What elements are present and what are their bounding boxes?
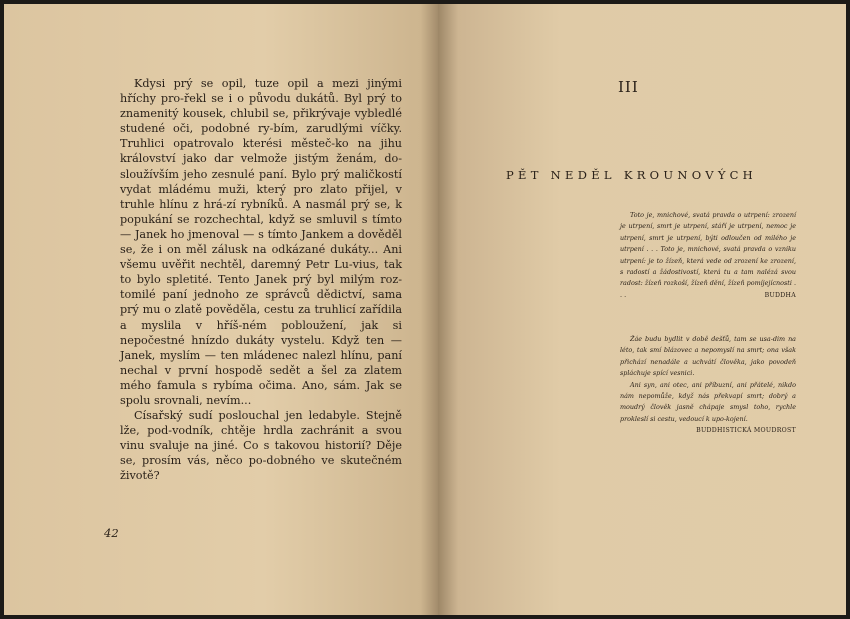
page-number: 42: [104, 526, 119, 540]
motto-buddha-text: Toto je, mnichové, svatá pravda o utrpení: zrození je utrpení, smrt je utrpení, stáří je utrpení, nemoc je utrpení, smrt je utrpení, býti odloučen od milého je utrpení . . . Toto je, mnichové, svatá pravda o vzniku utrpení: je to žízeň, která vede od zrození ke zrození, s radostí a žádostivostí, která tu a tam nalézá svou radost: žízeň rozkoší, žízeň dění, žízeň pomíjejícnosti . . .: [620, 211, 796, 299]
right-page: [438, 4, 846, 615]
motto-wisdom-attribution: BUDDHISTICKÁ MOUDROST: [696, 427, 796, 435]
motto-buddha: [620, 210, 796, 301]
body-text: [120, 76, 402, 484]
chapter-number: III: [618, 78, 639, 96]
motto-wisdom-paragraph-1: Žáe budu bydlit v době dešťů, tam se usa-dim na léto, tak smí blázovec a nepomyslí na smrt; ona však přichází nenadále a uchvátí člověka, jako povodeň spláchuje spící vesnici.: [620, 335, 796, 378]
left-page: [4, 4, 438, 615]
paragraph-1: Kdysi prý se opil, tuze opil a mezi jinými hříchy pro-řekl se i o původu dukátů. Byl prý to znamenitý kousek, chlubil se, přikrývaje vybledlé studené oči, podobné ry-bím, zarudlými víčky. Truhlici opatrovalo kterési městeč-ko na jihu království jako dar velmože jistým ženám, do-sloužívším jeho zesnulé paní. Bylo prý maličkostí vydat mládému muži, který pro zlato přijel, v truhle hlínu z hrá-zí rybníků. A nasmál prý se, k popukání se rozchechtal, když se smluvil s tímto — Janek ho jmenoval — s tímto Jankem a dověděl se, že i on měl zálusk na odkázané dukáty... Ani všemu uvěřit nechtěl, daremný Petr Lu-vius, tak to bylo spletité. Tento Janek prý byl milým roz-tomilé paní jednoho ze správců dědictví, sama prý mu o zlatě pověděla, cestu za truhlicí zařídila a myslila v hříš-ném pobloužení, jak si nepočestné hnízdo dukáty vystelu. Když ten — Janek, myslím — ten mládenec nalezl hlínu, paní nechal v první hospodě sedět a šel za zlatem mého famula s rybíma očima. Ano, sám. Jak se spolu srovnali, nevím...: [120, 77, 402, 407]
motto-buddha-attribution: BUDDHA: [764, 291, 796, 299]
paragraph-2: Císařský sudí poslouchal jen ledabyle. Stejně lže, pod-vodník, chtěje hrdla zachránit a svou vinu svaluje na jiné. Co s takovou historií? Děje se, prosím vás, něco po-dobného ve skutečném životě?: [120, 409, 402, 483]
motto-wisdom-paragraph-2: Ani syn, ani otec, ani příbuzní, ani přátelé, nikdo nám nepomůže, když nás překvapí smrt; dobrý a moudrý člověk jasně chápaje smysl toho, rychle prokleslí si cestu, vedoucí k upo-kojení.: [620, 380, 796, 423]
chapter-title: PĚT NEDĚL KROUNOVÝCH: [506, 168, 758, 182]
motto-buddhist-wisdom: [620, 334, 796, 437]
